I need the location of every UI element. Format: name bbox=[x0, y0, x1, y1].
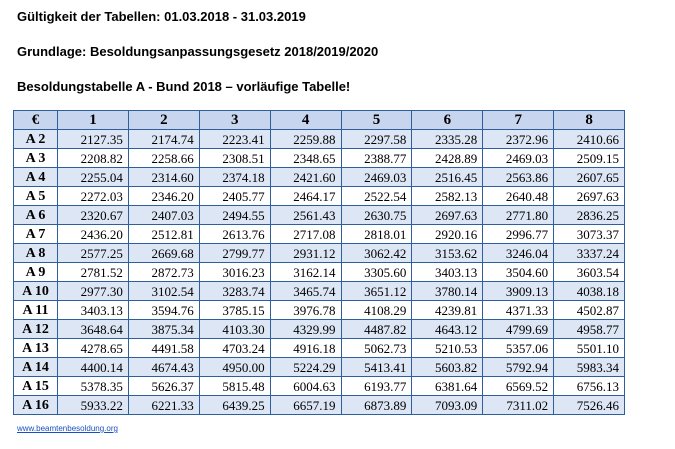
salary-cell: 6221.33 bbox=[128, 396, 199, 415]
salary-cell: 5603.82 bbox=[412, 358, 483, 377]
salary-cell: 4038.18 bbox=[554, 282, 625, 301]
salary-cell: 2346.20 bbox=[128, 187, 199, 206]
salary-cell: 2512.81 bbox=[128, 225, 199, 244]
grade-label: A 8 bbox=[14, 244, 58, 263]
salary-cell: 6004.63 bbox=[270, 377, 341, 396]
salary-cell: 2314.60 bbox=[128, 168, 199, 187]
salary-cell: 3875.34 bbox=[128, 320, 199, 339]
salary-cell: 3785.15 bbox=[199, 301, 270, 320]
salary-cell: 2522.54 bbox=[341, 187, 412, 206]
salary-cell: 4329.99 bbox=[270, 320, 341, 339]
salary-cell: 2127.35 bbox=[58, 130, 129, 149]
table-row bbox=[14, 358, 625, 377]
column-header: 6 bbox=[412, 111, 483, 130]
salary-cell: 2320.67 bbox=[58, 206, 129, 225]
salary-cell: 2669.68 bbox=[128, 244, 199, 263]
salary-cell: 2410.66 bbox=[554, 130, 625, 149]
column-header: 3 bbox=[199, 111, 270, 130]
table-row bbox=[14, 225, 625, 244]
salary-cell: 2630.75 bbox=[341, 206, 412, 225]
table-row bbox=[14, 244, 625, 263]
column-header-currency: € bbox=[14, 111, 58, 130]
salary-cell: 2516.45 bbox=[412, 168, 483, 187]
salary-cell: 3603.54 bbox=[554, 263, 625, 282]
salary-cell: 5626.37 bbox=[128, 377, 199, 396]
salary-cell: 2428.89 bbox=[412, 149, 483, 168]
grade-label: A 14 bbox=[14, 358, 58, 377]
salary-cell: 2582.13 bbox=[412, 187, 483, 206]
salary-cell: 3102.54 bbox=[128, 282, 199, 301]
salary-cell: 3016.23 bbox=[199, 263, 270, 282]
salary-cell: 2640.48 bbox=[483, 187, 554, 206]
table-row bbox=[14, 282, 625, 301]
salary-cell: 2818.01 bbox=[341, 225, 412, 244]
column-header: 4 bbox=[270, 111, 341, 130]
column-header: 7 bbox=[483, 111, 554, 130]
column-header: 2 bbox=[128, 111, 199, 130]
salary-cell: 2272.03 bbox=[58, 187, 129, 206]
salary-cell: 2407.03 bbox=[128, 206, 199, 225]
salary-cell: 2577.25 bbox=[58, 244, 129, 263]
salary-cell: 3283.74 bbox=[199, 282, 270, 301]
salary-cell: 6657.19 bbox=[270, 396, 341, 415]
salary-cell: 2372.96 bbox=[483, 130, 554, 149]
salary-table bbox=[13, 110, 625, 415]
salary-cell: 5933.22 bbox=[58, 396, 129, 415]
salary-cell: 3403.13 bbox=[58, 301, 129, 320]
salary-cell: 5815.48 bbox=[199, 377, 270, 396]
salary-cell: 7526.46 bbox=[554, 396, 625, 415]
table-row bbox=[14, 130, 625, 149]
salary-cell: 2563.86 bbox=[483, 168, 554, 187]
salary-cell: 6873.89 bbox=[341, 396, 412, 415]
table-row bbox=[14, 320, 625, 339]
column-header: 8 bbox=[554, 111, 625, 130]
salary-cell: 3153.62 bbox=[412, 244, 483, 263]
column-header: 5 bbox=[341, 111, 412, 130]
salary-cell: 2799.77 bbox=[199, 244, 270, 263]
salary-cell: 4958.77 bbox=[554, 320, 625, 339]
grade-label: A 6 bbox=[14, 206, 58, 225]
salary-cell: 3465.74 bbox=[270, 282, 341, 301]
basis-line: Grundlage: Besoldungsanpassungsgesetz 2018/2019/2020 bbox=[17, 44, 379, 59]
salary-cell: 3651.12 bbox=[341, 282, 412, 301]
grade-label: A 13 bbox=[14, 339, 58, 358]
table-row bbox=[14, 301, 625, 320]
salary-cell: 5062.73 bbox=[341, 339, 412, 358]
salary-cell: 2421.60 bbox=[270, 168, 341, 187]
salary-cell: 3073.37 bbox=[554, 225, 625, 244]
salary-cell: 5378.35 bbox=[58, 377, 129, 396]
salary-cell: 4487.82 bbox=[341, 320, 412, 339]
salary-cell: 2208.82 bbox=[58, 149, 129, 168]
salary-cell: 2464.17 bbox=[270, 187, 341, 206]
column-header: 1 bbox=[58, 111, 129, 130]
salary-cell: 4674.43 bbox=[128, 358, 199, 377]
table-row bbox=[14, 168, 625, 187]
salary-cell: 2223.41 bbox=[199, 130, 270, 149]
salary-cell: 7311.02 bbox=[483, 396, 554, 415]
salary-cell: 2717.08 bbox=[270, 225, 341, 244]
grade-label: A 10 bbox=[14, 282, 58, 301]
salary-cell: 5357.06 bbox=[483, 339, 554, 358]
salary-cell: 2405.77 bbox=[199, 187, 270, 206]
salary-cell: 4103.30 bbox=[199, 320, 270, 339]
table-row bbox=[14, 149, 625, 168]
salary-cell: 2259.88 bbox=[270, 130, 341, 149]
grade-label: A 4 bbox=[14, 168, 58, 187]
salary-cell: 3337.24 bbox=[554, 244, 625, 263]
salary-cell: 2469.03 bbox=[341, 168, 412, 187]
salary-cell: 4950.00 bbox=[199, 358, 270, 377]
salary-cell: 2697.63 bbox=[412, 206, 483, 225]
salary-cell: 5983.34 bbox=[554, 358, 625, 377]
salary-cell: 2509.15 bbox=[554, 149, 625, 168]
salary-cell: 2436.20 bbox=[58, 225, 129, 244]
table-row bbox=[14, 396, 625, 415]
table-row bbox=[14, 339, 625, 358]
salary-cell: 4371.33 bbox=[483, 301, 554, 320]
salary-cell: 2255.04 bbox=[58, 168, 129, 187]
salary-cell: 2174.74 bbox=[128, 130, 199, 149]
salary-cell: 5210.53 bbox=[412, 339, 483, 358]
validity-line: Gültigkeit der Tabellen: 01.03.2018 - 31.03.2019 bbox=[17, 9, 306, 24]
grade-label: A 7 bbox=[14, 225, 58, 244]
salary-cell: 2335.28 bbox=[412, 130, 483, 149]
salary-cell: 4502.87 bbox=[554, 301, 625, 320]
salary-cell: 2607.65 bbox=[554, 168, 625, 187]
salary-cell: 2697.63 bbox=[554, 187, 625, 206]
salary-cell: 2613.76 bbox=[199, 225, 270, 244]
salary-cell: 2297.58 bbox=[341, 130, 412, 149]
salary-cell: 7093.09 bbox=[412, 396, 483, 415]
table-row bbox=[14, 206, 625, 225]
table-header-row bbox=[14, 111, 625, 130]
salary-cell: 6439.25 bbox=[199, 396, 270, 415]
grade-label: A 5 bbox=[14, 187, 58, 206]
salary-cell: 3305.60 bbox=[341, 263, 412, 282]
grade-label: A 15 bbox=[14, 377, 58, 396]
salary-cell: 6381.64 bbox=[412, 377, 483, 396]
salary-cell: 3162.14 bbox=[270, 263, 341, 282]
salary-cell: 6756.13 bbox=[554, 377, 625, 396]
salary-cell: 2258.66 bbox=[128, 149, 199, 168]
salary-cell: 2836.25 bbox=[554, 206, 625, 225]
salary-cell: 3780.14 bbox=[412, 282, 483, 301]
salary-cell: 4491.58 bbox=[128, 339, 199, 358]
salary-cell: 2469.03 bbox=[483, 149, 554, 168]
salary-cell: 4108.29 bbox=[341, 301, 412, 320]
salary-cell: 3403.13 bbox=[412, 263, 483, 282]
salary-cell: 4643.12 bbox=[412, 320, 483, 339]
salary-cell: 2771.80 bbox=[483, 206, 554, 225]
table-row bbox=[14, 187, 625, 206]
salary-cell: 3062.42 bbox=[341, 244, 412, 263]
salary-cell: 5501.10 bbox=[554, 339, 625, 358]
grade-label: A 16 bbox=[14, 396, 58, 415]
salary-cell: 2781.52 bbox=[58, 263, 129, 282]
salary-cell: 2920.16 bbox=[412, 225, 483, 244]
grade-label: A 9 bbox=[14, 263, 58, 282]
table-row bbox=[14, 263, 625, 282]
salary-cell: 3648.64 bbox=[58, 320, 129, 339]
salary-cell: 4916.18 bbox=[270, 339, 341, 358]
salary-cell: 4278.65 bbox=[58, 339, 129, 358]
salary-cell: 3504.60 bbox=[483, 263, 554, 282]
salary-cell: 6193.77 bbox=[341, 377, 412, 396]
salary-cell: 4239.81 bbox=[412, 301, 483, 320]
salary-cell: 2388.77 bbox=[341, 149, 412, 168]
grade-label: A 11 bbox=[14, 301, 58, 320]
salary-cell: 3976.78 bbox=[270, 301, 341, 320]
salary-cell: 6569.52 bbox=[483, 377, 554, 396]
table-title: Besoldungstabelle A - Bund 2018 – vorläufige Tabelle! bbox=[17, 79, 351, 94]
grade-label: A 12 bbox=[14, 320, 58, 339]
salary-cell: 5792.94 bbox=[483, 358, 554, 377]
salary-cell: 5413.41 bbox=[341, 358, 412, 377]
salary-cell: 4400.14 bbox=[58, 358, 129, 377]
salary-cell: 2977.30 bbox=[58, 282, 129, 301]
salary-cell: 2561.43 bbox=[270, 206, 341, 225]
salary-cell: 4703.24 bbox=[199, 339, 270, 358]
salary-cell: 4799.69 bbox=[483, 320, 554, 339]
salary-cell: 2348.65 bbox=[270, 149, 341, 168]
salary-cell: 2374.18 bbox=[199, 168, 270, 187]
salary-cell: 2308.51 bbox=[199, 149, 270, 168]
salary-cell: 3594.76 bbox=[128, 301, 199, 320]
salary-cell: 3246.04 bbox=[483, 244, 554, 263]
salary-cell: 2931.12 bbox=[270, 244, 341, 263]
source-link[interactable]: www.beamtenbesoldung.org bbox=[17, 424, 118, 433]
grade-label: A 2 bbox=[14, 130, 58, 149]
salary-cell: 2872.73 bbox=[128, 263, 199, 282]
salary-cell: 5224.29 bbox=[270, 358, 341, 377]
salary-cell: 3909.13 bbox=[483, 282, 554, 301]
grade-label: A 3 bbox=[14, 149, 58, 168]
salary-cell: 2494.55 bbox=[199, 206, 270, 225]
table-row bbox=[14, 377, 625, 396]
salary-cell: 2996.77 bbox=[483, 225, 554, 244]
